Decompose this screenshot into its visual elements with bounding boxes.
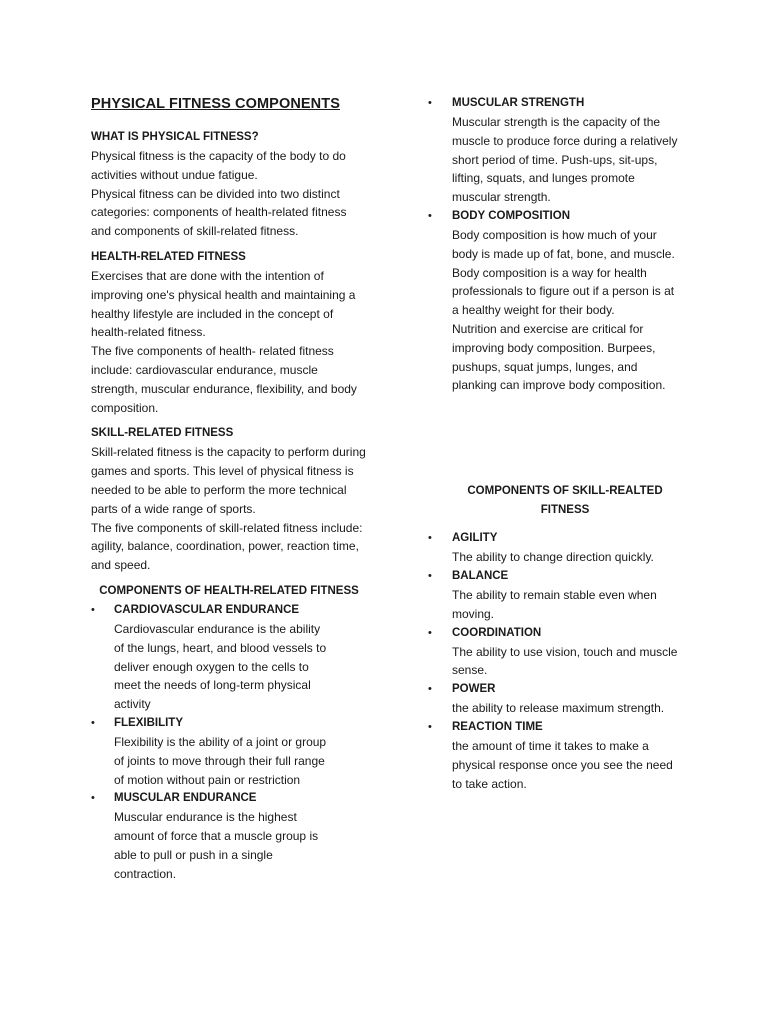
list-item-title: BALANCE bbox=[452, 569, 509, 582]
bullet-icon: • bbox=[428, 532, 432, 545]
list-item-title: POWER bbox=[452, 683, 496, 696]
list-item-text: Cardiovascular endurance is the ability of the lungs, heart, and blood vessels to deliver enough oxygen to the cells to meet the needs of long-term physical activity bbox=[114, 621, 327, 712]
list-item-text: Flexibility is the ability of a joint or group of joints to move through their full range of motion without pain or restriction bbox=[114, 734, 327, 787]
list-item-title: FLEXIBILITY bbox=[114, 716, 183, 729]
list-item bbox=[428, 680, 678, 718]
list-item bbox=[428, 624, 678, 681]
list-item-title: MUSCULAR ENDURANCE bbox=[114, 792, 257, 805]
list-item-text: Muscular strength is the capacity of the muscle to produce force during a relatively short period of time. Push-ups, sit-ups, lifting, squats, and lunges promote muscular strength. bbox=[452, 115, 678, 205]
what-is-paragraph-1: Physical fitness is the capacity of the body to do activities without undue fatigue. bbox=[91, 149, 346, 182]
bullet-icon: • bbox=[91, 603, 95, 616]
list-item-text: the ability to release maximum strength. bbox=[452, 701, 665, 716]
health-components-heading: COMPONENTS OF HEALTH-RELATED FITNESS bbox=[99, 584, 359, 597]
health-components-list-continued bbox=[428, 94, 678, 395]
what-is-paragraph-2: Physical fitness can be divided into two distinct categories: components of health-related fitness and components of skill-related fitness. bbox=[91, 186, 347, 239]
what-is-heading: WHAT IS PHYSICAL FITNESS? bbox=[91, 131, 259, 143]
skill-components-heading: COMPONENTS OF SKILL-REALTED FITNESS bbox=[467, 485, 663, 517]
list-item-text: the amount of time it takes to make a physical response once you see the need to take action. bbox=[452, 738, 673, 791]
list-item-title: MUSCULAR STRENGTH bbox=[452, 97, 585, 109]
bullet-icon: • bbox=[91, 792, 95, 805]
list-item bbox=[428, 94, 678, 207]
list-item-title: BODY COMPOSITION bbox=[452, 209, 570, 222]
bullet-icon: • bbox=[428, 720, 432, 733]
right-column bbox=[428, 94, 678, 793]
list-item bbox=[91, 714, 327, 789]
list-item-title: COORDINATION bbox=[452, 626, 542, 639]
health-related-paragraph-2: The five components of health- related fitness include: cardiovascular endurance, muscle strength, muscular endurance, flexibility, and body composition. bbox=[91, 344, 357, 415]
bullet-icon: • bbox=[91, 716, 95, 729]
bullet-icon: • bbox=[428, 569, 432, 582]
list-item-title: REACTION TIME bbox=[452, 720, 543, 733]
list-item-text: The ability to remain stable even when moving. bbox=[452, 587, 657, 621]
health-related-paragraph-1: Exercises that are done with the intention of improving one's physical health and maintaining a healthy lifestyle are included in the concept of health-related fitness. bbox=[91, 268, 356, 340]
document-title: PHYSICAL FITNESS COMPONENTS bbox=[91, 96, 340, 112]
left-column bbox=[91, 94, 367, 884]
health-components-list bbox=[91, 601, 327, 884]
bullet-icon: • bbox=[428, 626, 432, 639]
bullet-icon: • bbox=[428, 683, 432, 696]
list-item-text: Body composition is how much of your body is made up of fat, bone, and muscle. Body composition is a way for health professionals to figure out if a person is at a healthy weight for their body. bbox=[452, 227, 675, 318]
bullet-icon: • bbox=[428, 209, 432, 222]
list-item-text: Muscular endurance is the highest amount of force that a muscle group is able to pull or push in a single contraction. bbox=[114, 810, 319, 881]
list-item bbox=[428, 567, 678, 624]
skill-related-paragraph-2: The five components of skill-related fitness include: agility, balance, coordination, power, reaction time, and speed. bbox=[91, 520, 363, 573]
skill-related-heading: SKILL-RELATED FITNESS bbox=[91, 427, 234, 440]
list-item bbox=[428, 207, 678, 395]
list-item-text-continued: Nutrition and exercise are critical for improving body composition. Burpees, pushups, squat jumps, lunges, and planking can improve body composition. bbox=[452, 321, 666, 393]
list-item bbox=[428, 529, 678, 567]
list-item bbox=[428, 718, 678, 793]
list-item bbox=[91, 789, 327, 883]
list-item-text: The ability to change direction quickly. bbox=[452, 550, 654, 565]
bullet-icon: • bbox=[428, 97, 432, 109]
list-item-title: AGILITY bbox=[452, 532, 498, 545]
health-related-heading: HEALTH-RELATED FITNESS bbox=[91, 250, 246, 263]
list-item bbox=[91, 601, 327, 714]
skill-components-list bbox=[428, 529, 678, 793]
skill-related-paragraph-1: Skill-related fitness is the capacity to perform during games and sports. This level of physical fitness is needed to be able to perform the more technical parts of a wide range of sports. bbox=[91, 445, 366, 516]
list-item-text: The ability to use vision, touch and muscle sense. bbox=[452, 644, 678, 678]
list-item-title: CARDIOVASCULAR ENDURANCE bbox=[114, 603, 300, 616]
